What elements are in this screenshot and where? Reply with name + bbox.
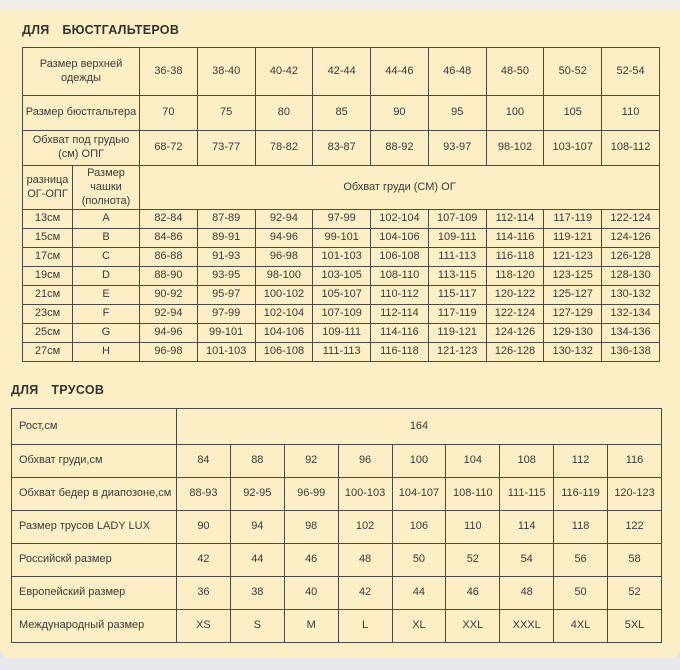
bras-top-row <box>23 131 660 166</box>
bust-range-cell: 90-92 <box>140 286 198 305</box>
size-value-cell: 44 <box>392 577 446 610</box>
size-value-cell: 44-46 <box>371 48 429 96</box>
size-value-cell: 40 <box>284 577 338 610</box>
panties-row <box>12 445 662 478</box>
size-value-cell: 56 <box>554 544 608 577</box>
diff-value-cell: 23см <box>23 305 73 324</box>
size-value-cell: 88 <box>230 445 284 478</box>
size-value-cell: 118 <box>554 511 608 544</box>
size-value-cell: 111-115 <box>500 478 554 511</box>
size-value-cell: 110 <box>602 96 660 131</box>
bras-cup-row <box>23 248 660 267</box>
size-value-cell: M <box>284 610 338 643</box>
size-value-cell: 38-40 <box>197 48 255 96</box>
size-value-cell: 105 <box>544 96 602 131</box>
bras-table-body <box>23 48 660 362</box>
row-label-cell: Обхват под грудью (см) ОПГ <box>23 131 140 166</box>
bust-range-cell: 123-125 <box>544 267 602 286</box>
bust-range-cell: 129-130 <box>544 324 602 343</box>
bust-range-cell: 124-126 <box>602 229 660 248</box>
bras-cup-row <box>23 286 660 305</box>
size-value-cell: 42 <box>177 544 231 577</box>
bust-range-cell: 111-113 <box>313 343 371 362</box>
size-value-cell: 83-87 <box>313 131 371 166</box>
size-value-cell: 106 <box>392 511 446 544</box>
size-value-cell: 36-38 <box>140 48 198 96</box>
bust-range-cell: 103-105 <box>313 267 371 286</box>
size-value-cell: 94 <box>230 511 284 544</box>
bust-range-cell: 107-109 <box>428 210 486 229</box>
bust-range-cell: 114-116 <box>486 229 544 248</box>
bust-range-cell: 111-113 <box>428 248 486 267</box>
size-value-cell: 110 <box>446 511 500 544</box>
size-value-cell: 108 <box>500 445 554 478</box>
size-value-cell: 108-112 <box>602 131 660 166</box>
size-value-cell: 112 <box>554 445 608 478</box>
row-label-cell: Размер бюстгальтера <box>23 96 140 131</box>
size-value-cell: 46 <box>284 544 338 577</box>
panties-height-row <box>12 409 662 445</box>
row-label-cell: Обхват груди,см <box>12 445 177 478</box>
bust-range-cell: 94-96 <box>255 229 313 248</box>
panties-row <box>12 478 662 511</box>
size-value-cell: 90 <box>371 96 429 131</box>
panties-row <box>12 610 662 643</box>
bust-range-cell: 108-110 <box>371 267 429 286</box>
size-value-cell: XS <box>177 610 231 643</box>
diff-value-cell: 19см <box>23 267 73 286</box>
bust-range-cell: 101-103 <box>197 343 255 362</box>
bust-range-cell: 99-101 <box>197 324 255 343</box>
size-value-cell: 90 <box>177 511 231 544</box>
size-value-cell: 116-119 <box>554 478 608 511</box>
bust-range-cell: 105-107 <box>313 286 371 305</box>
size-value-cell: 36 <box>177 577 231 610</box>
size-value-cell: 52 <box>608 577 662 610</box>
diff-value-cell: 27см <box>23 343 73 362</box>
size-value-cell: 98-102 <box>486 131 544 166</box>
bust-range-cell: 130-132 <box>602 286 660 305</box>
size-value-cell: 40-42 <box>255 48 313 96</box>
size-value-cell: 75 <box>197 96 255 131</box>
bust-range-cell: 112-114 <box>371 305 429 324</box>
bust-range-cell: 96-98 <box>255 248 313 267</box>
bust-range-cell: 136-138 <box>602 343 660 362</box>
size-value-cell: XXXL <box>500 610 554 643</box>
bust-range-cell: 106-108 <box>371 248 429 267</box>
size-value-cell: 88-92 <box>371 131 429 166</box>
diff-value-cell: 17см <box>23 248 73 267</box>
bust-range-cell: 101-103 <box>313 248 371 267</box>
size-value-cell: 38 <box>230 577 284 610</box>
cup-letter-cell: G <box>73 324 140 343</box>
bust-range-cell: 109-111 <box>428 229 486 248</box>
bust-range-cell: 134-136 <box>602 324 660 343</box>
bust-range-cell: 121-123 <box>428 343 486 362</box>
bust-range-cell: 120-122 <box>486 286 544 305</box>
size-value-cell: 93-97 <box>428 131 486 166</box>
bust-range-cell: 102-104 <box>371 210 429 229</box>
size-value-cell: 85 <box>313 96 371 131</box>
row-label-cell: Международный размер <box>12 610 177 643</box>
size-value-cell: 84 <box>177 445 231 478</box>
size-value-cell: 120-123 <box>608 478 662 511</box>
row-label-cell: Российскй размер <box>12 544 177 577</box>
height-value-cell: 164 <box>177 409 662 445</box>
size-chart-card <box>0 9 680 658</box>
panties-table-body <box>12 409 662 643</box>
cup-letter-cell: C <box>73 248 140 267</box>
size-value-cell: 42 <box>338 577 392 610</box>
size-value-cell: 104 <box>446 445 500 478</box>
bust-range-cell: 113-115 <box>428 267 486 286</box>
bust-range-cell: 114-116 <box>371 324 429 343</box>
size-value-cell: XXL <box>446 610 500 643</box>
size-value-cell: 42-44 <box>313 48 371 96</box>
size-value-cell: 100 <box>392 445 446 478</box>
bust-range-cell: 132-134 <box>602 305 660 324</box>
bust-range-cell: 84-86 <box>140 229 198 248</box>
size-value-cell: 88-93 <box>177 478 231 511</box>
row-label-cell: Рост,см <box>12 409 177 445</box>
bust-range-cell: 124-126 <box>486 324 544 343</box>
bust-range-cell: 119-121 <box>428 324 486 343</box>
bust-range-cell: 130-132 <box>544 343 602 362</box>
bras-cup-row <box>23 229 660 248</box>
bust-range-cell: 126-128 <box>602 248 660 267</box>
bust-range-cell: 117-119 <box>544 210 602 229</box>
size-value-cell: 103-107 <box>544 131 602 166</box>
cup-letter-cell: B <box>73 229 140 248</box>
bust-range-cell: 107-109 <box>313 305 371 324</box>
bust-range-cell: 82-84 <box>140 210 198 229</box>
bust-range-cell: 121-123 <box>544 248 602 267</box>
size-value-cell: 114 <box>500 511 554 544</box>
bras-size-table <box>22 47 660 362</box>
size-value-cell: 80 <box>255 96 313 131</box>
size-value-cell: 50-52 <box>544 48 602 96</box>
size-value-cell: 100-103 <box>338 478 392 511</box>
cup-letter-cell: D <box>73 267 140 286</box>
panties-row <box>12 511 662 544</box>
cup-letter-cell: E <box>73 286 140 305</box>
bust-range-cell: 94-96 <box>140 324 198 343</box>
bras-cup-header-row <box>23 166 660 210</box>
bust-range-cell: 88-90 <box>140 267 198 286</box>
bras-cup-row <box>23 267 660 286</box>
size-value-cell: 73-77 <box>197 131 255 166</box>
size-value-cell: 46 <box>446 577 500 610</box>
size-value-cell: 5XL <box>608 610 662 643</box>
bust-range-cell: 97-99 <box>313 210 371 229</box>
bust-range-cell: 128-130 <box>602 267 660 286</box>
size-value-cell: 100 <box>486 96 544 131</box>
bust-range-cell: 118-120 <box>486 267 544 286</box>
bust-range-cell: 86-88 <box>140 248 198 267</box>
panties-section-title: ДЛЯ ТРУСОВ <box>11 383 105 397</box>
size-value-cell: 48-50 <box>486 48 544 96</box>
bust-range-cell: 102-104 <box>255 305 313 324</box>
panties-size-table <box>11 408 662 643</box>
bust-range-cell: 95-97 <box>197 286 255 305</box>
size-value-cell: 95 <box>428 96 486 131</box>
size-value-cell: 50 <box>392 544 446 577</box>
bust-range-cell: 91-93 <box>197 248 255 267</box>
size-value-cell: 58 <box>608 544 662 577</box>
size-value-cell: S <box>230 610 284 643</box>
row-label-cell: Обхват бедер в диапозоне,см <box>12 478 177 511</box>
size-value-cell: 52-54 <box>602 48 660 96</box>
bust-range-cell: 87-89 <box>197 210 255 229</box>
size-value-cell: 98 <box>284 511 338 544</box>
bras-cup-row <box>23 343 660 362</box>
size-value-cell: 52 <box>446 544 500 577</box>
bust-range-cell: 97-99 <box>197 305 255 324</box>
row-label-cell: Размер верхней одежды <box>23 48 140 96</box>
bust-range-cell: 100-102 <box>255 286 313 305</box>
bust-range-cell: 122-124 <box>486 305 544 324</box>
size-value-cell: 92 <box>284 445 338 478</box>
size-value-cell: 48 <box>338 544 392 577</box>
bust-range-cell: 92-94 <box>255 210 313 229</box>
bust-range-cell: 106-108 <box>255 343 313 362</box>
row-label-cell: Европейский размер <box>12 577 177 610</box>
bust-range-cell: 109-111 <box>313 324 371 343</box>
row-label-cell: Размер трусов LADY LUX <box>12 511 177 544</box>
diff-value-cell: 13см <box>23 210 73 229</box>
size-value-cell: 50 <box>554 577 608 610</box>
bust-range-cell: 119-121 <box>544 229 602 248</box>
panties-row <box>12 544 662 577</box>
cup-letter-cell: A <box>73 210 140 229</box>
size-value-cell: 44 <box>230 544 284 577</box>
bust-range-cell: 98-100 <box>255 267 313 286</box>
size-value-cell: 48 <box>500 577 554 610</box>
diff-header-cell: разница ОГ-ОПГ <box>23 166 73 210</box>
size-value-cell: 54 <box>500 544 554 577</box>
diff-value-cell: 25см <box>23 324 73 343</box>
size-value-cell: L <box>338 610 392 643</box>
bust-range-cell: 110-112 <box>371 286 429 305</box>
bras-cup-row <box>23 210 660 229</box>
bras-section-title: ДЛЯ БЮСТГАЛЬТЕРОВ <box>22 23 180 37</box>
cup-letter-cell: H <box>73 343 140 362</box>
size-value-cell: 96-99 <box>284 478 338 511</box>
bust-range-cell: 112-114 <box>486 210 544 229</box>
size-value-cell: 70 <box>140 96 198 131</box>
size-value-cell: 102 <box>338 511 392 544</box>
bras-top-row <box>23 48 660 96</box>
bust-range-cell: 116-118 <box>486 248 544 267</box>
bust-range-cell: 115-117 <box>428 286 486 305</box>
bras-cup-row <box>23 324 660 343</box>
diff-value-cell: 21см <box>23 286 73 305</box>
size-value-cell: 92-95 <box>230 478 284 511</box>
top-strip <box>0 0 680 9</box>
bust-range-cell: 89-91 <box>197 229 255 248</box>
bras-top-row <box>23 96 660 131</box>
size-value-cell: 78-82 <box>255 131 313 166</box>
panties-row <box>12 577 662 610</box>
bust-range-cell: 96-98 <box>140 343 198 362</box>
bust-span-header-cell: Обхват груди (СМ) ОГ <box>140 166 660 210</box>
size-value-cell: 116 <box>608 445 662 478</box>
size-value-cell: 4XL <box>554 610 608 643</box>
diff-value-cell: 15см <box>23 229 73 248</box>
bras-cup-row <box>23 305 660 324</box>
size-value-cell: 96 <box>338 445 392 478</box>
bust-range-cell: 116-118 <box>371 343 429 362</box>
bust-range-cell: 99-101 <box>313 229 371 248</box>
bust-range-cell: 104-106 <box>371 229 429 248</box>
bust-range-cell: 126-128 <box>486 343 544 362</box>
bust-range-cell: 117-119 <box>428 305 486 324</box>
cup-letter-cell: F <box>73 305 140 324</box>
size-value-cell: 46-48 <box>428 48 486 96</box>
size-value-cell: 68-72 <box>140 131 198 166</box>
bust-range-cell: 127-129 <box>544 305 602 324</box>
size-value-cell: XL <box>392 610 446 643</box>
size-value-cell: 122 <box>608 511 662 544</box>
bust-range-cell: 92-94 <box>140 305 198 324</box>
bust-range-cell: 93-95 <box>197 267 255 286</box>
bust-range-cell: 104-106 <box>255 324 313 343</box>
size-value-cell: 108-110 <box>446 478 500 511</box>
size-value-cell: 104-107 <box>392 478 446 511</box>
cup-header-cell: Размер чашки (полнота) <box>73 166 140 210</box>
bust-range-cell: 122-124 <box>602 210 660 229</box>
bust-range-cell: 125-127 <box>544 286 602 305</box>
